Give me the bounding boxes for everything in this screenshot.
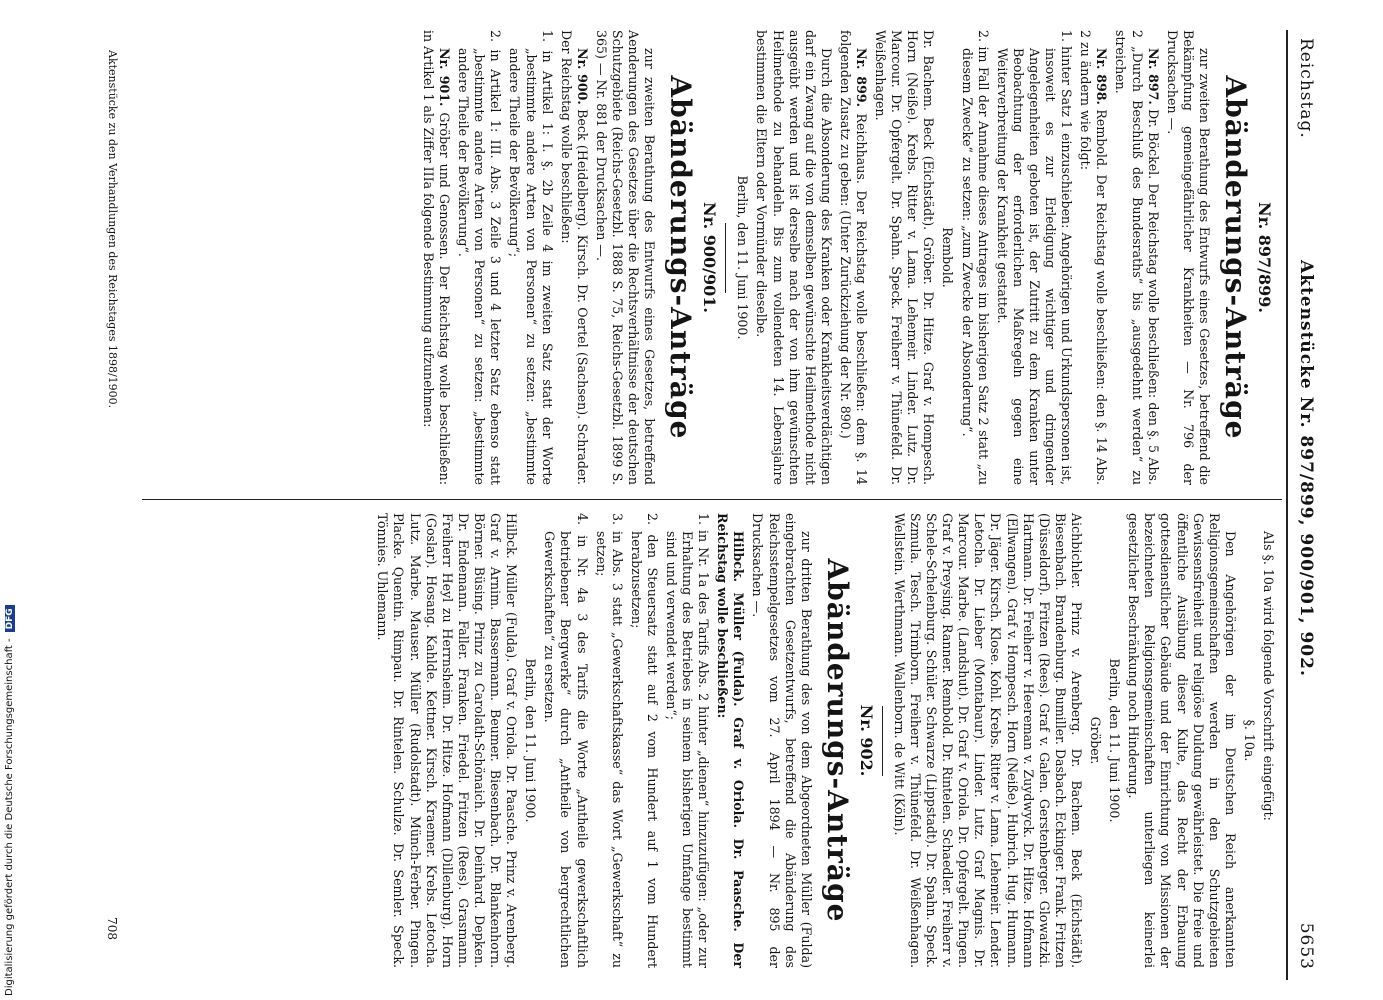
motion-898-item-2: 2. im Fall der Annahme dieses Antrages im bisherigen Satz 2 statt „zu diesem Zwecke“ zu setzen: „zum Zwecke der Absonderung“. [959, 30, 991, 485]
date-line-1: Berlin, den 11. Juni 1900. [1107, 658, 1123, 823]
column-divider [142, 499, 1282, 500]
section-number-900-901: Nr. 900/901. [700, 202, 720, 313]
motion-900-item-2: 2. in Artikel 1: III. Abs. 3 Zeile 3 und 4 letzter Satz ebenso statt „bestimmte andere Arten von Personen“ zu setzen: „bestimmte andere Theile der Bevölkerung“. [456, 30, 504, 485]
motion-902-item-3: 3. in Abs. 3 statt „Gewerkschaftskasse“ das Wort „Gewerkschaft“ zu setzen; [593, 513, 625, 968]
signature-groeber: Gröber. [1088, 716, 1104, 765]
rotated-document-page [82, 30, 1322, 980]
section-number-902: Nr. 902. [856, 704, 876, 777]
motion-897 [1112, 30, 1160, 485]
continuation-line: Als §. 10a wird folgende Vorschrift eingefügt: [1261, 531, 1276, 821]
motion-901-number: Nr. 901. [437, 48, 453, 107]
section-title-3: Abänderungs-Anträge [820, 558, 854, 923]
motion-898-number: Nr. 898. [1094, 48, 1110, 105]
footer-source: Aktenstücke zu den Verhandlungen des Reichstages 1898/1900. [106, 50, 119, 409]
motion-900 [558, 30, 590, 485]
dfg-logo-icon: DFG [5, 605, 15, 632]
motion-900-item-1: 1. in Artikel 1: I. §. 2b Zeile 4 im zweiten Satz statt der Worte „bestimmte andere Arten von Personen“ zu setzen: „bestimmte andere Theile der Bevölkerung“; [507, 30, 555, 485]
right-column [371, 513, 1276, 968]
date-line-2: Berlin, den 11. Juni 1900. [523, 658, 539, 823]
running-head-center: Aktenstücke Nr. 897/899, 900/901, 902. [1296, 260, 1316, 677]
section-intro-3: zur dritten Berathung des von dem Abgeordneten Müller (Fulda) eingebrachten Gesetzentwurfs, betreffend die Abänderung des Reichsstempelgesetzes vom 27. April 1894 — Nr. 895 der Drucksachen —. [750, 513, 814, 968]
motion-902-item-4: 4. in Nr. 4a 3 des Tarifs die Worte „Antheile gewerkschaftlich betriebener Bergwerke“ durch „Antheile von bergrechtlichen Gewerkschaften“ zu ersetzen. [542, 513, 590, 968]
motion-898-supporters: Dr. Bachem. Beck (Eichstädt). Gröber. Dr. Hitze. Graf v. Hompesch. Horn (Neiße). Krebs. Ritter v. Lama. Lehemeir. Linder. Lutz. Dr. Marcour. Dr. Opfergelt. Dr. Spahn. Speck. Freiherr v. Thünefeld. Dr. Weißenhagen. [873, 30, 937, 485]
motion-899-text: Reichhaus. Der Reichstag wolle beschließen: dem §. 14 folgenden Zusatz zu geben: (Unter Zurückziehung der Nr. 890.) [837, 30, 870, 485]
left-column [417, 30, 1276, 485]
section-intro-2: zur zweiten Berathung des Entwurfs eines Gesetzes, betreffend Aenderungen des Gesetzes über die Rechtsverhältnisse der deutschen Schutzgebiete (Reichs-Gesetzbl. 1888 S. 75, Reichs-Gesetzbl. 1899 S. 365) — Nr. 881 der Drucksachen —. [593, 30, 658, 485]
motion-898-signature: Rembold. [940, 227, 956, 288]
motion-899-body: Durch die Absonderung des Kranken oder Krankheitsverdächtigen darf ein Zwang auf die von demselben gewünschte Heilmethode nicht ausgeübt werden und ist derselbe nach der von ihm gewünschten Heilmethode zu behandeln. Bis zum vollendeten 14. Lebensjahre bestimmen die Eltern oder Vormünder dieselbe. [754, 30, 834, 485]
section-divider [725, 223, 726, 293]
motion-901 [420, 30, 452, 485]
running-head [1288, 30, 1322, 980]
section-title-2: Abänderungs-Anträge [664, 75, 698, 440]
digitization-credit [4, 605, 15, 996]
motion-900-text: Beck (Heidelberg). Kirsch. Dr. Oertel (Sachsen). Schrader. Der Reichstag wolle beschließen: [558, 30, 590, 485]
motion-901-text: Gröber und Genossen. Der Reichstag wolle beschließen: in Artikel 1 als Ziffer IIIa folgende Bestimmung aufzunehmen: [420, 30, 453, 485]
section-divider-2 [882, 706, 883, 776]
section-intro-1: zur zweiten Berathung des Entwurfs eines Gesetzes, betreffend die Bekämpfung gemeingefährlicher Krankheiten — Nr. 796 der Drucksachen —. [1164, 30, 1212, 485]
motion-899-date: Berlin, den 11. Juni 1900. [735, 175, 751, 340]
motion-899-number: Nr. 899. [854, 48, 870, 107]
motion-898 [1077, 30, 1109, 485]
digitization-credit-text: Digitalisierung gefördert durch die Deutsche Forschungsgemeinschaft - [4, 638, 15, 996]
paragraph-10a-number: §. 10a. [1241, 719, 1257, 762]
motion-898-item-1: 1. hinter Satz 1 einzuschieben: Angehörigen und Urkundspersonen ist, insoweit es zur Erledigung wichtiger und dringender Angelegenheiten geboten ist, der Zutritt zu dem Kranken unter Beobachtung der erforderlichen Maßregeln gegen eine Weiterverbreitung der Krankheit gestattet. [994, 30, 1075, 485]
motion-902-item-1: 1. in Nr. 1a des Tarifs Abs. 2 hinter „dienen“ hinzuzufügen: „oder zur Erhaltung des Betriebes in seinem bisherigen Umfange bestimmt sind und verwendet werden“; [664, 513, 712, 968]
motion-897-number: Nr. 897. [1145, 48, 1161, 105]
section-number-897-899: Nr. 897/899. [1255, 202, 1274, 313]
supporters-list-2: Hilbck. Müller (Fulda). Graf v. Oriola. Dr. Paasche. Prinz v. Arenberg. Graf v. Arnim. Bassermann. Beumer. Biesenbach. Dr. Blankenhorn. Börner. Büsing. Prinz zu Carolath-Schönaich. Dr. Deinhard. Depken. Dr. Endemann. Faller. Franken. Friedel. Fritzen (Rees). Grasmann. Freiherr Heyl zu Herrnsheim. Dr. Hitze. Hofmann (Dillenburg). Horn (Goslar). Hosang. Kahlde. Kettner. Kirsch. Kraemer. Krebs. Letocha. Lutz. Marbe. Mauser. Müller (Rudolstadt). Münch-Ferber. Pingen. Placke. Quentin. Rimpau. Dr. Rintelen. Schulze. Dr. Semler. Speck. Tönnies. Uhlemann. [375, 513, 520, 968]
paragraph-10a-text: Den Angehörigen der im Deutschen Reich anerkannten Religionsgemeinschaften werden in den Schutzgebieten Gewissensfreiheit und religiöse Duldung gewährleistet. Die freie und öffentliche Ausübung dieser Kulte, das Recht der Erbauung gottesdienstlicher Gebäude und der Einrichtung von Missionen der bezeichneten Religionsgemeinschaften unterliegen keinerlei gesetzlicher Beschränkung noch Hinderung. [1126, 513, 1238, 968]
page-number: 5653 [1296, 922, 1316, 970]
motion-900-number: Nr. 900. [574, 48, 590, 105]
supporters-list-1: Aichbichler. Prinz v. Arenberg. Dr. Bachem. Beck (Eichstädt). Biesenbach. Brandenburg. Bumiller. Dasbach. Eckinger. Frank. Fritzen (Düsseldorf). Fritzen (Rees). Graf v. Galen. Gerstenberger. Glowatzki. Hartmann. Dr. Freiherr v. Heereman v. Zuydwyck. Dr. Hitze. Hofmann (Ellwangen). Graf v. Hompesch. Horn (Neiße). Hubrich. Hug. Humann. Dr. Jäger. Kirsch. Klose. Kohl. Krebs. Ritter v. Lama. Lehemeir. Lender. Letocha. Dr. Lieber (Montabaur). Linder. Lutz. Graf Magnis. Dr. Marcour. Marbe. (Landshut). Dr. Graf v. Oriola. Dr. Opfergelt. Pingen. Graf v. Preysing. Ranner. Rembold. Dr. Rintelen. Schaedler. Freiherr v. Schele-Schelenburg. Schüler. Schwarze (Lippstadt). Dr. Spahn. Speck. Szmula. Tesch. Trimborn. Freiherr v. Thünefeld. Dr. Weißenhagen. Wellstein. Werthmann. Wallenborn. de Witt (Köln). [891, 513, 1084, 968]
motion-899 [837, 30, 869, 485]
footer-sheet-number: 708 [105, 917, 119, 940]
motion-897-text: Dr. Böckel. Der Reichstag wolle beschließen: den §. 5 Abs. 2 „Durch Beschluß des Bundesraths“ bis „ausgedehnt werden“ zu streichen. [1113, 30, 1161, 485]
running-head-left: Reichstag. [1296, 38, 1316, 139]
motion-902-item-2: 2. den Steuersatz statt auf 2 vom Hundert auf 1 vom Hundert herabzusetzen; [628, 513, 660, 968]
header-rule [1286, 30, 1288, 980]
section-title-1: Abänderungs-Anträge [1218, 75, 1252, 440]
motion-898-text: Rembold. Der Reichstag wolle beschließen: den §. 14 Abs. 2 zu ändern wie folgt: [1078, 30, 1110, 485]
motion-902-movers: Hilbck. Müller (Fulda). Graf v. Oriola. Dr. Paasche. Der Reichstag wolle beschließen: [715, 513, 747, 968]
